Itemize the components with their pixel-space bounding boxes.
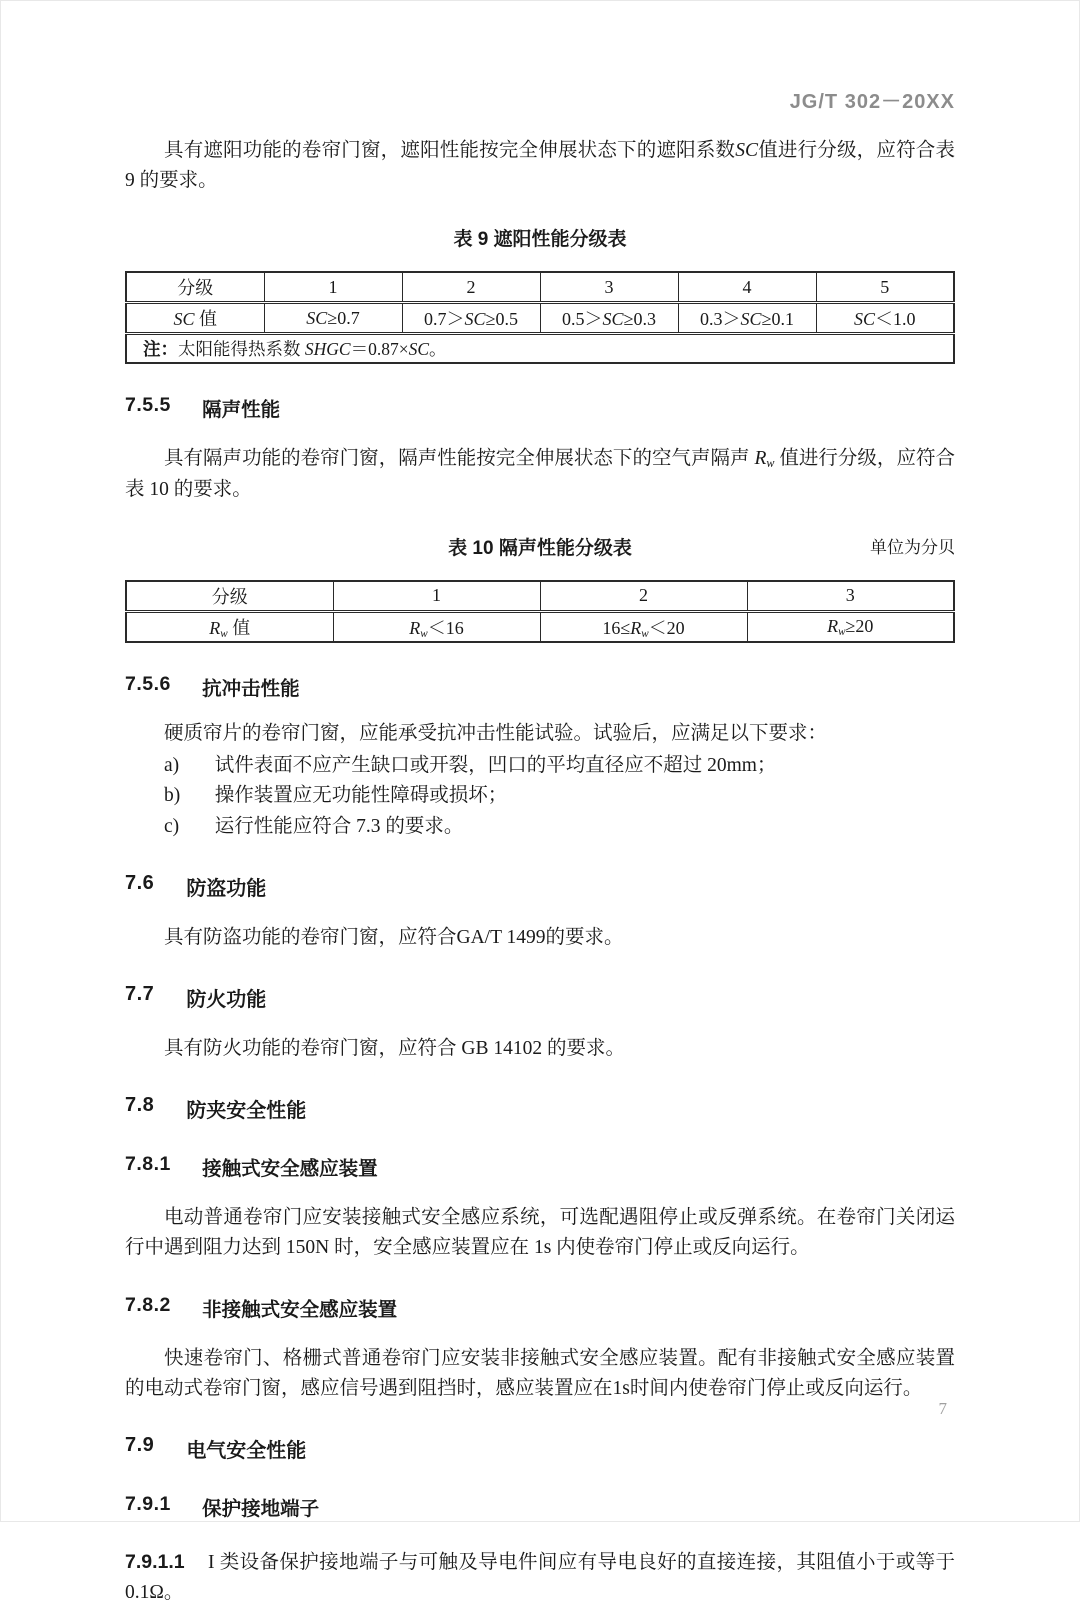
table10-cell: $16\le R_w<20$: [540, 611, 747, 642]
document-page: [125, 1, 955, 1604]
section-heading-7-6: [125, 872, 955, 901]
paragraph-7-5-5: 具有隔声功能的卷帘门窗，隔声性能按完全伸展状态下的空气声隔声 $R_w$ 值进行分级，应符合表 10 的要求。: [125, 448, 955, 500]
list-text: 试件表面不应产生缺口或开裂，凹口的平均直径应不超过 20mm；: [214, 755, 777, 777]
table9-header-cell: 5: [816, 272, 954, 303]
section-title: 防盗功能: [186, 877, 267, 900]
table10-row-label: $R_w$ 值: [126, 611, 333, 642]
paragraph-7-7: 具有防火功能的卷帘门窗，应符合 GB 14102 的要求。: [164, 1037, 625, 1059]
list-text: 操作装置应无功能性障碍或损坏；: [214, 785, 508, 807]
table9-cell: 0.7＞SC≥0.5: [402, 303, 540, 334]
section-title: 防夹安全性能: [186, 1100, 307, 1123]
table10-caption: [125, 533, 955, 560]
clause-7-9-1-1: [125, 1547, 955, 1608]
table10-value-row: [126, 611, 954, 642]
table9-header-row: [126, 272, 954, 303]
table10-cell: $R_w<16$: [333, 611, 540, 642]
section-number: 7.6: [125, 871, 155, 894]
list-item-b: [125, 781, 955, 811]
table9-header-cell: 分级: [126, 272, 264, 303]
table10-unit-label: 单位为分贝: [870, 537, 955, 557]
section-title: 接触式安全感应装置: [202, 1158, 378, 1181]
list-marker: a): [164, 755, 180, 777]
table10-header-cell: 分级: [126, 581, 333, 612]
table9-note: 注：太阳能得热系数 SHGC＝0.87×SC。: [126, 334, 954, 364]
sc-variable: SC: [735, 140, 758, 161]
section-number: 7.9: [125, 1434, 155, 1457]
table10-header-cell: 3: [747, 581, 954, 612]
section-title: 抗冲击性能: [202, 677, 300, 700]
rw-variable: $R_w$: [754, 448, 775, 471]
table10-header-cell: 2: [540, 581, 747, 612]
list-marker: c): [164, 815, 180, 837]
table10-header-row: [126, 581, 954, 612]
section-heading-7-8: [125, 1094, 955, 1123]
table10-header-cell: 1: [333, 581, 540, 612]
section-title: 保护接地端子: [202, 1498, 320, 1521]
section-title: 非接触式安全感应装置: [202, 1298, 398, 1321]
table9-cell: 0.5＞SC≥0.3: [540, 303, 678, 334]
clause-number: 7.9.1.1: [125, 1551, 185, 1574]
table9-cell: SC≥0.7: [264, 303, 402, 334]
table10-cell: $R_w\ge 20$: [747, 611, 954, 642]
section-number: 7.5.6: [125, 672, 171, 695]
table10-title: 表 10 隔声性能分级表: [448, 537, 632, 559]
section-heading-7-8-2: [125, 1294, 955, 1322]
standard-number-header: JG/T 302－20XX: [789, 91, 955, 113]
section-title: 防火功能: [186, 988, 267, 1011]
table9-title: 表 9 遮阳性能分级表: [453, 229, 627, 251]
table9-header-cell: 3: [540, 272, 678, 303]
section-title: 隔声性能: [202, 399, 281, 422]
table9-header-cell: 1: [264, 272, 402, 303]
section-number: 7.9.1: [125, 1493, 171, 1516]
paragraph-7-8-1: 电动普通卷帘门应安装接触式安全感应系统，可选配遇阻停止或反弹系统。在卷帘门关闭运行中遇到阻力达到 150N 时，安全感应装置应在 1s 内使卷帘门停止或反向运行。: [125, 1207, 955, 1259]
section-heading-7-9-1: [125, 1493, 955, 1521]
section-heading-7-9: [125, 1434, 955, 1463]
section-number: 7.8: [125, 1094, 155, 1117]
table10-sound-insulation-grades: [125, 580, 955, 643]
intro-text-post: 值进行分级，应符合表9 的要求。: [125, 140, 955, 192]
paragraph-7-6: 具有防盗功能的卷帘门窗，应符合GA/T 1499的要求。: [164, 926, 624, 948]
paragraph-7-8-2: 快速卷帘门、格栅式普通卷帘门应安装非接触式安全感应装置。配有非接触式安全感应装置的电动式卷帘门窗，感应信号遇到阻挡时，感应装置应在1s时间内使卷帘门停止或反向运行。: [125, 1347, 955, 1399]
section-heading-7-5-5: [125, 394, 955, 422]
table9-header-cell: 2: [402, 272, 540, 303]
page-number: 7: [938, 1399, 947, 1418]
table9-row-label: SC 值: [126, 303, 264, 334]
table9-value-row: [126, 303, 954, 334]
table9-cell: SC＜1.0: [816, 303, 954, 334]
table9-header-cell: 4: [678, 272, 816, 303]
clause-text: I 类设备保护接地端子与可触及导电件间应有导电良好的直接连接，其阻值小于或等于 0.1Ω。: [125, 1552, 955, 1604]
section-title: 电气安全性能: [186, 1440, 307, 1463]
section-number: 7.7: [125, 982, 155, 1005]
section-heading-7-8-1: [125, 1153, 955, 1181]
intro-text-pre: 具有遮阳功能的卷帘门窗，遮阳性能按完全伸展状态下的遮阳系数: [164, 140, 736, 161]
section-number: 7.8.1: [125, 1153, 171, 1176]
list-item-c: [125, 812, 955, 842]
section-number: 7.8.2: [125, 1293, 171, 1316]
list-marker: b): [164, 785, 181, 807]
lettered-list: [125, 751, 955, 842]
list-item-a: [125, 751, 955, 781]
list-text: 运行性能应符合 7.3 的要求。: [214, 815, 464, 837]
table9-note-row: [126, 334, 954, 364]
section-heading-7-5-6: [125, 673, 955, 701]
paragraph-7-5-6: 硬质帘片的卷帘门窗，应能承受抗冲击性能试验。试验后，应满足以下要求：: [164, 722, 828, 744]
table9-shading-grades: [125, 271, 955, 364]
intro-paragraph: [125, 136, 955, 196]
section-heading-7-7: [125, 983, 955, 1012]
section-number: 7.5.5: [125, 394, 171, 417]
table9-cell: 0.3＞SC≥0.1: [678, 303, 816, 334]
